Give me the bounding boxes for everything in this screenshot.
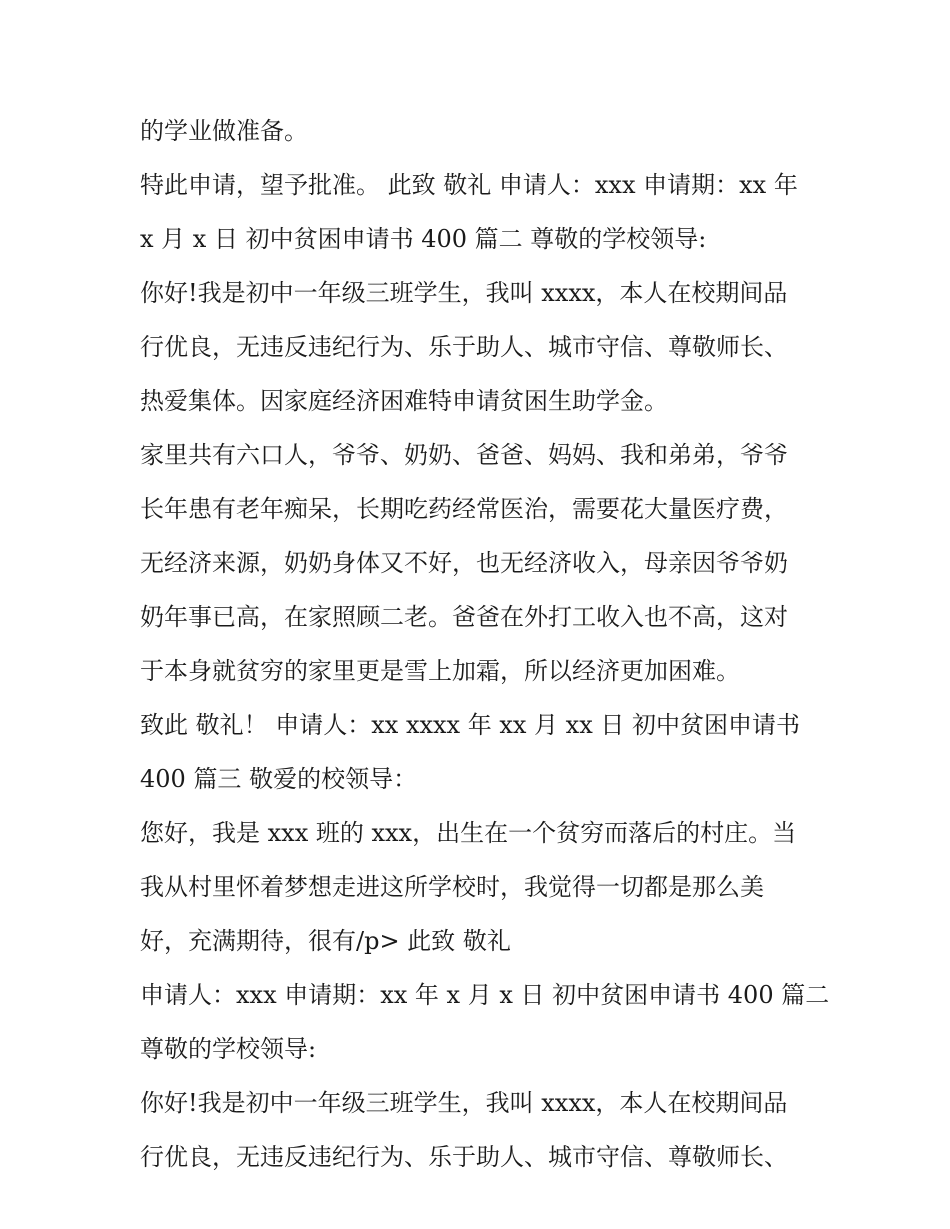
text-line: 于本身就贫穷的家里更是雪上加霜，所以经济更加困难。 (140, 657, 740, 685)
text-line: 你好!我是初中一年级三班学生，我叫 xxxx，本人在校期间品 (140, 279, 788, 307)
text-line: 热爱集体。因家庭经济困难特申请贫困生助学金。 (140, 387, 668, 415)
text-line: 的学业做准备。 (140, 117, 308, 145)
document-body (140, 108, 830, 1180)
text-line: 致此 敬礼！ 申请人：xx xxxx 年 xx 月 xx 日 初中贫困申请书 (140, 711, 801, 739)
text-line: 行优良，无违反违纪行为、乐于助人、城市守信、尊敬师长、 (140, 1143, 788, 1171)
text-line: 我从村里怀着梦想走进这所学校时，我觉得一切都是那么美 (140, 873, 764, 901)
text-line: 行优良，无违反违纪行为、乐于助人、城市守信、尊敬师长、 (140, 333, 788, 361)
text-line: x 月 x 日 初中贫困申请书 400 篇二 尊敬的学校领导: (140, 225, 707, 253)
text-line: 申请人：xxx 申请期：xx 年 x 月 x 日 初中贫困申请书 400 篇二 (140, 981, 830, 1009)
text-line: 你好!我是初中一年级三班学生，我叫 xxxx，本人在校期间品 (140, 1089, 788, 1117)
text-line: 长年患有老年痴呆，长期吃药经常医治，需要花大量医疗费， (140, 495, 788, 523)
text-line: 特此申请，望予批准。 此致 敬礼 申请人：xxx 申请期：xx 年 (140, 171, 798, 199)
text-line: 尊敬的学校领导: (140, 1035, 317, 1063)
text-line: 家里共有六口人，爷爷、奶奶、爸爸、妈妈、我和弟弟，爷爷 (140, 441, 788, 469)
text-line: 400 篇三 敬爱的校领导： (140, 765, 418, 793)
text-line: 好，充满期待，很有/p> 此致 敬礼 (140, 927, 511, 955)
text-line: 无经济来源，奶奶身体又不好，也无经济收入，母亲因爷爷奶 (140, 549, 788, 577)
text-line: 您好，我是 xxx 班的 xxx，出生在一个贫穷而落后的村庄。当 (140, 819, 797, 847)
text-line: 奶年事已高，在家照顾二老。爸爸在外打工收入也不高，这对 (140, 603, 788, 631)
